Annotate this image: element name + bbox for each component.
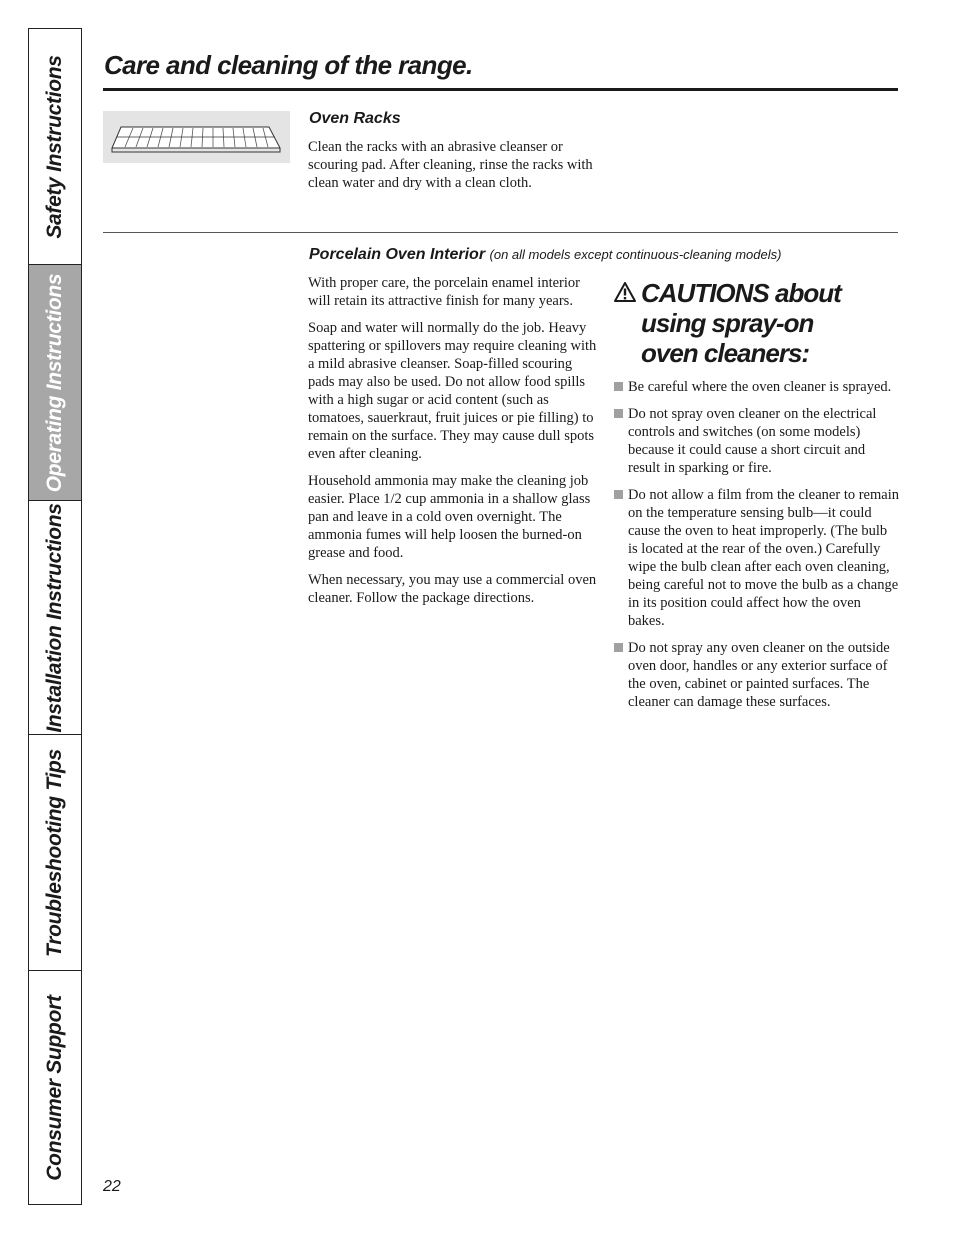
tab-safety-instructions[interactable] <box>29 29 81 265</box>
porcelain-heading-note: (on all models except continuous-cleaning models) <box>489 247 782 262</box>
side-tab-bar <box>28 28 82 1205</box>
oven-rack-icon <box>103 111 290 163</box>
bullet-square-icon <box>614 643 623 652</box>
title-divider <box>103 88 898 91</box>
caution-item <box>614 378 899 396</box>
porcelain-text-column <box>308 274 600 616</box>
tab-consumer-support[interactable] <box>29 971 81 1204</box>
paragraph: With proper care, the porcelain enamel interior will retain its attractive finish for many years. <box>308 275 580 309</box>
porcelain-heading <box>309 246 781 264</box>
caution-text: Do not spray oven cleaner on the electrical controls and switches (on some models) because it could cause a short circuit and result in sparking or fire. <box>628 406 877 476</box>
paragraph: Household ammonia may make the cleaning job easier. Place 1/2 cup ammonia in a shallow glass pan and leave in a cold oven overnight. The ammonia fumes will help loosen the burned-on grease and food. <box>308 473 591 561</box>
cautions-list <box>614 378 899 711</box>
section-divider <box>103 232 898 233</box>
caution-item <box>614 486 899 630</box>
tab-installation-instructions[interactable] <box>29 501 81 735</box>
tab-label: Installation Instructions <box>43 502 66 733</box>
cautions-panel <box>614 278 899 720</box>
page-title: Care and cleaning of the range. <box>104 50 473 80</box>
paragraph: Soap and water will normally do the job. Heavy spattering or spillovers may require cleaning with a mild abrasive cleanser. Soap-filled scouring pads may also be used. Do not allow food spills with a high sugar or acid content (such as tomatoes, sauerkraut, fruit juices or pie filling) to remain on the surface. They may cause dull spots even after cleaning. <box>308 320 597 462</box>
paragraph: When necessary, you may use a commercial oven cleaner. Follow the package directions. <box>308 572 597 606</box>
cautions-title-line: CAUTIONS about <box>641 278 841 308</box>
warning-triangle-icon <box>614 282 636 302</box>
cautions-title-line: using spray-on <box>641 308 814 338</box>
bullet-square-icon <box>614 382 623 391</box>
tab-label: Consumer Support <box>43 994 66 1181</box>
cautions-title <box>614 278 899 368</box>
oven-rack-illustration <box>103 111 290 163</box>
caution-item <box>614 405 899 477</box>
tab-operating-instructions[interactable] <box>29 265 81 501</box>
caution-text: Do not spray any oven cleaner on the outside oven door, handles or any exterior surface of the oven, cabinet or painted surfaces. The cleaner can damage these surfaces. <box>628 640 890 710</box>
caution-item <box>614 639 899 711</box>
porcelain-heading-title: Porcelain Oven Interior <box>309 246 486 263</box>
bullet-square-icon <box>614 409 623 418</box>
bullet-square-icon <box>614 490 623 499</box>
oven-racks-heading: Oven Racks <box>309 110 401 127</box>
tab-label: Safety Instructions <box>43 54 66 239</box>
tab-label: Operating Instructions <box>43 273 66 492</box>
caution-text: Be careful where the oven cleaner is sprayed. <box>628 379 892 395</box>
cautions-title-line: oven cleaners: <box>641 338 810 368</box>
tab-label: Troubleshooting Tips <box>43 748 66 957</box>
tab-troubleshooting-tips[interactable] <box>29 735 81 971</box>
caution-text: Do not allow a film from the cleaner to remain on the temperature sensing bulb—it could cause the oven to heat improperly. (The bulb is located at the rear of the oven.) Carefully wipe the bulb clean after each oven cleaning, being careful not to move the bulb as a change in its position could affect how the oven bakes. <box>628 487 899 629</box>
page-number: 22 <box>103 1178 121 1195</box>
oven-racks-text: Clean the racks with an abrasive cleanser or scouring pad. After cleaning, rinse the racks with clean water and dry with a clean cloth. <box>308 139 593 191</box>
